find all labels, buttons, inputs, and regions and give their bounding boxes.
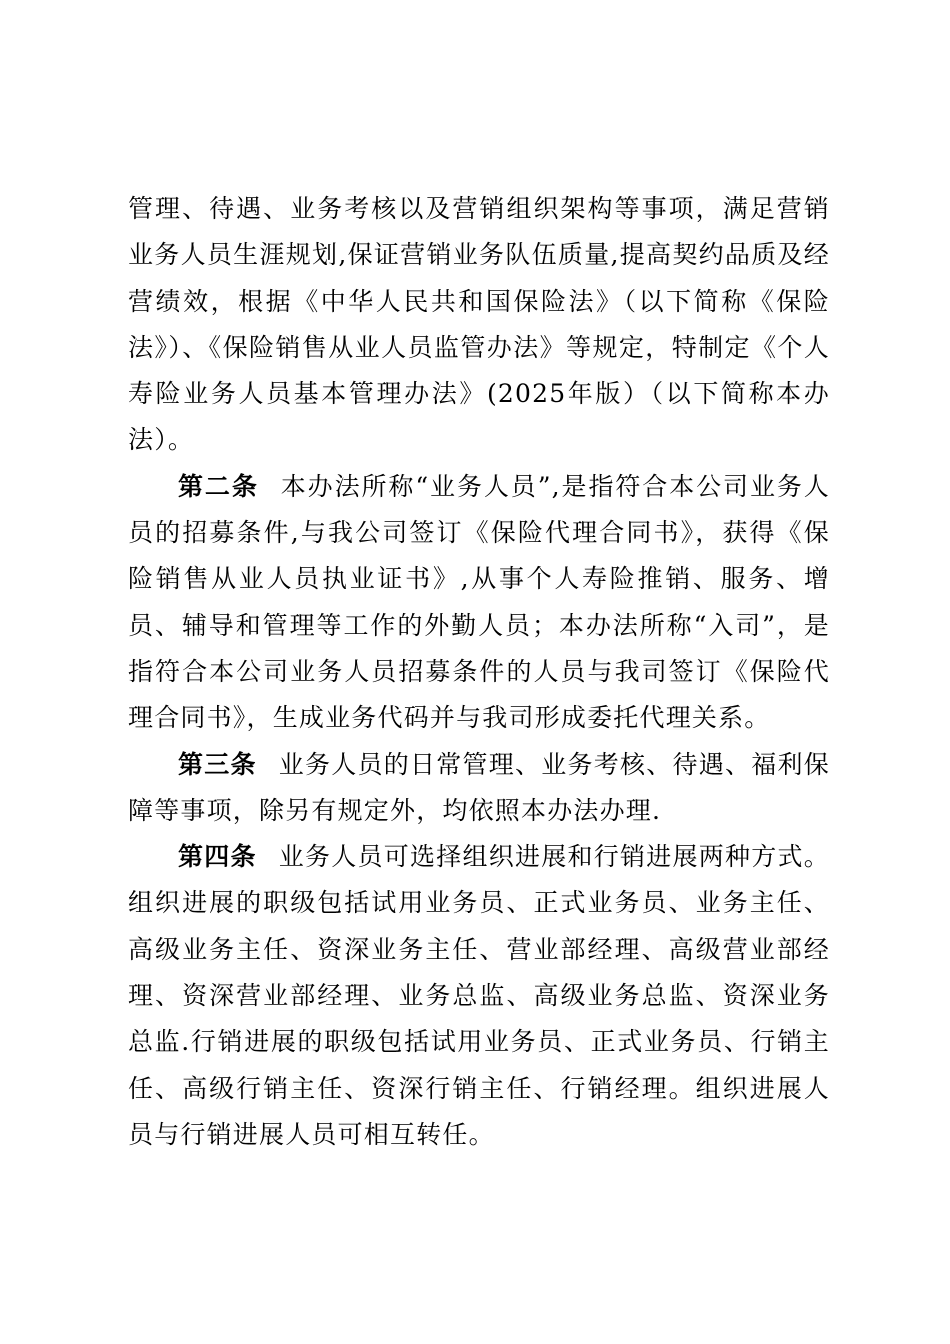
- paragraph-text: 管理、待遇、业务考核以及营销组织架构等事项，满足营销业务人员生涯规划,保证营销业务队伍质量,提高契约品质及经营绩效，根据《中华人民共和国保险法》（以下简称《保险法》）、《保险销售从业人员监管办法》等规定，特制定《个人寿险业务人员基本管理办法》(2025年版）（以下简称本办法）。: [128, 194, 830, 455]
- article-4-paragraph: [128, 834, 830, 1158]
- article-2-paragraph: [128, 464, 830, 742]
- paragraph-continuation: [128, 186, 830, 464]
- article-3-paragraph: [128, 742, 830, 835]
- article-2-text: 本办法所称“业务人员”,是指符合本公司业务人员的招募条件,与我公司签订《保险代理合同书》，获得《保险销售从业人员执业证书》,从事个人寿险推销、服务、增员、辅导和管理等工作的外勤人员；本办法所称“入司”，是指符合本公司业务人员招募条件的人员与我司签订《保险代理合同书》，生成业务代码并与我司形成委托代理关系。: [128, 471, 830, 733]
- article-3-heading: 第三条: [178, 749, 257, 779]
- article-4-heading: 第四条: [178, 842, 257, 872]
- article-2-heading: 第二条: [178, 471, 259, 501]
- document-body: [128, 186, 830, 1158]
- article-4-text: 业务人员可选择组织进展和行销进展两种方式。组织进展的职级包括试用业务员、正式业务员、业务主任、高级业务主任、资深业务主任、营业部经理、高级营业部经理、资深营业部经理、业务总监、高级业务总监、资深业务总监.行销进展的职级包括试用业务员、正式业务员、行销主任、高级行销主任、资深行销主任、行销经理。组织进展人员与行销进展人员可相互转任。: [128, 842, 831, 1149]
- article-3-text: 业务人员的日常管理、业务考核、待遇、福利保障等事项，除另有规定外，均依照本办法办理.: [128, 749, 831, 825]
